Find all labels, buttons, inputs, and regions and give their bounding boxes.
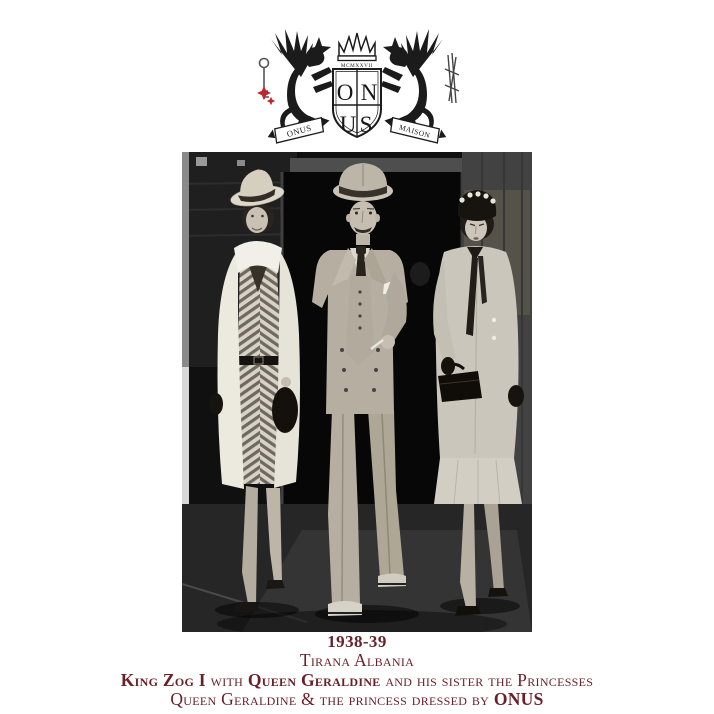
shield-letter-o: O xyxy=(336,80,354,105)
crest-year: MCMXXVII xyxy=(340,63,374,69)
caption-line4 xyxy=(0,690,714,710)
red-cross-icon xyxy=(257,86,275,105)
griffin-right-icon xyxy=(381,29,443,133)
photo-illustration xyxy=(182,152,532,632)
banner-maison-label: MAISON xyxy=(398,122,432,140)
caption-king-zog: King Zog I xyxy=(120,669,206,690)
crest-shield xyxy=(333,69,381,137)
caption-location: Tirana Albania xyxy=(299,650,415,670)
banner-onus-label: ONUS xyxy=(285,122,313,140)
griffin-left-icon xyxy=(271,29,333,133)
shield-letter-u: U xyxy=(339,112,357,137)
caption xyxy=(0,633,714,710)
crest-illustration xyxy=(255,23,459,145)
fasces-icon xyxy=(445,53,459,103)
caption-line3-text2: and his sister the Princesses xyxy=(385,669,594,690)
historic-photo xyxy=(182,152,532,632)
crown-icon xyxy=(338,33,376,61)
caption-line4-text1: Queen Geraldine & the princess dressed by xyxy=(170,689,490,709)
caption-year: 1938-39 xyxy=(327,632,387,651)
shield-letter-n: N xyxy=(360,80,378,105)
caption-onus-brand: ONUS xyxy=(493,689,544,709)
caption-queen-geraldine: Queen Geraldine xyxy=(247,669,381,690)
onus-crest xyxy=(255,23,459,145)
caption-line3 xyxy=(0,671,714,691)
caption-line3-text1: with xyxy=(210,669,244,690)
shield-letter-s: S xyxy=(359,112,373,137)
